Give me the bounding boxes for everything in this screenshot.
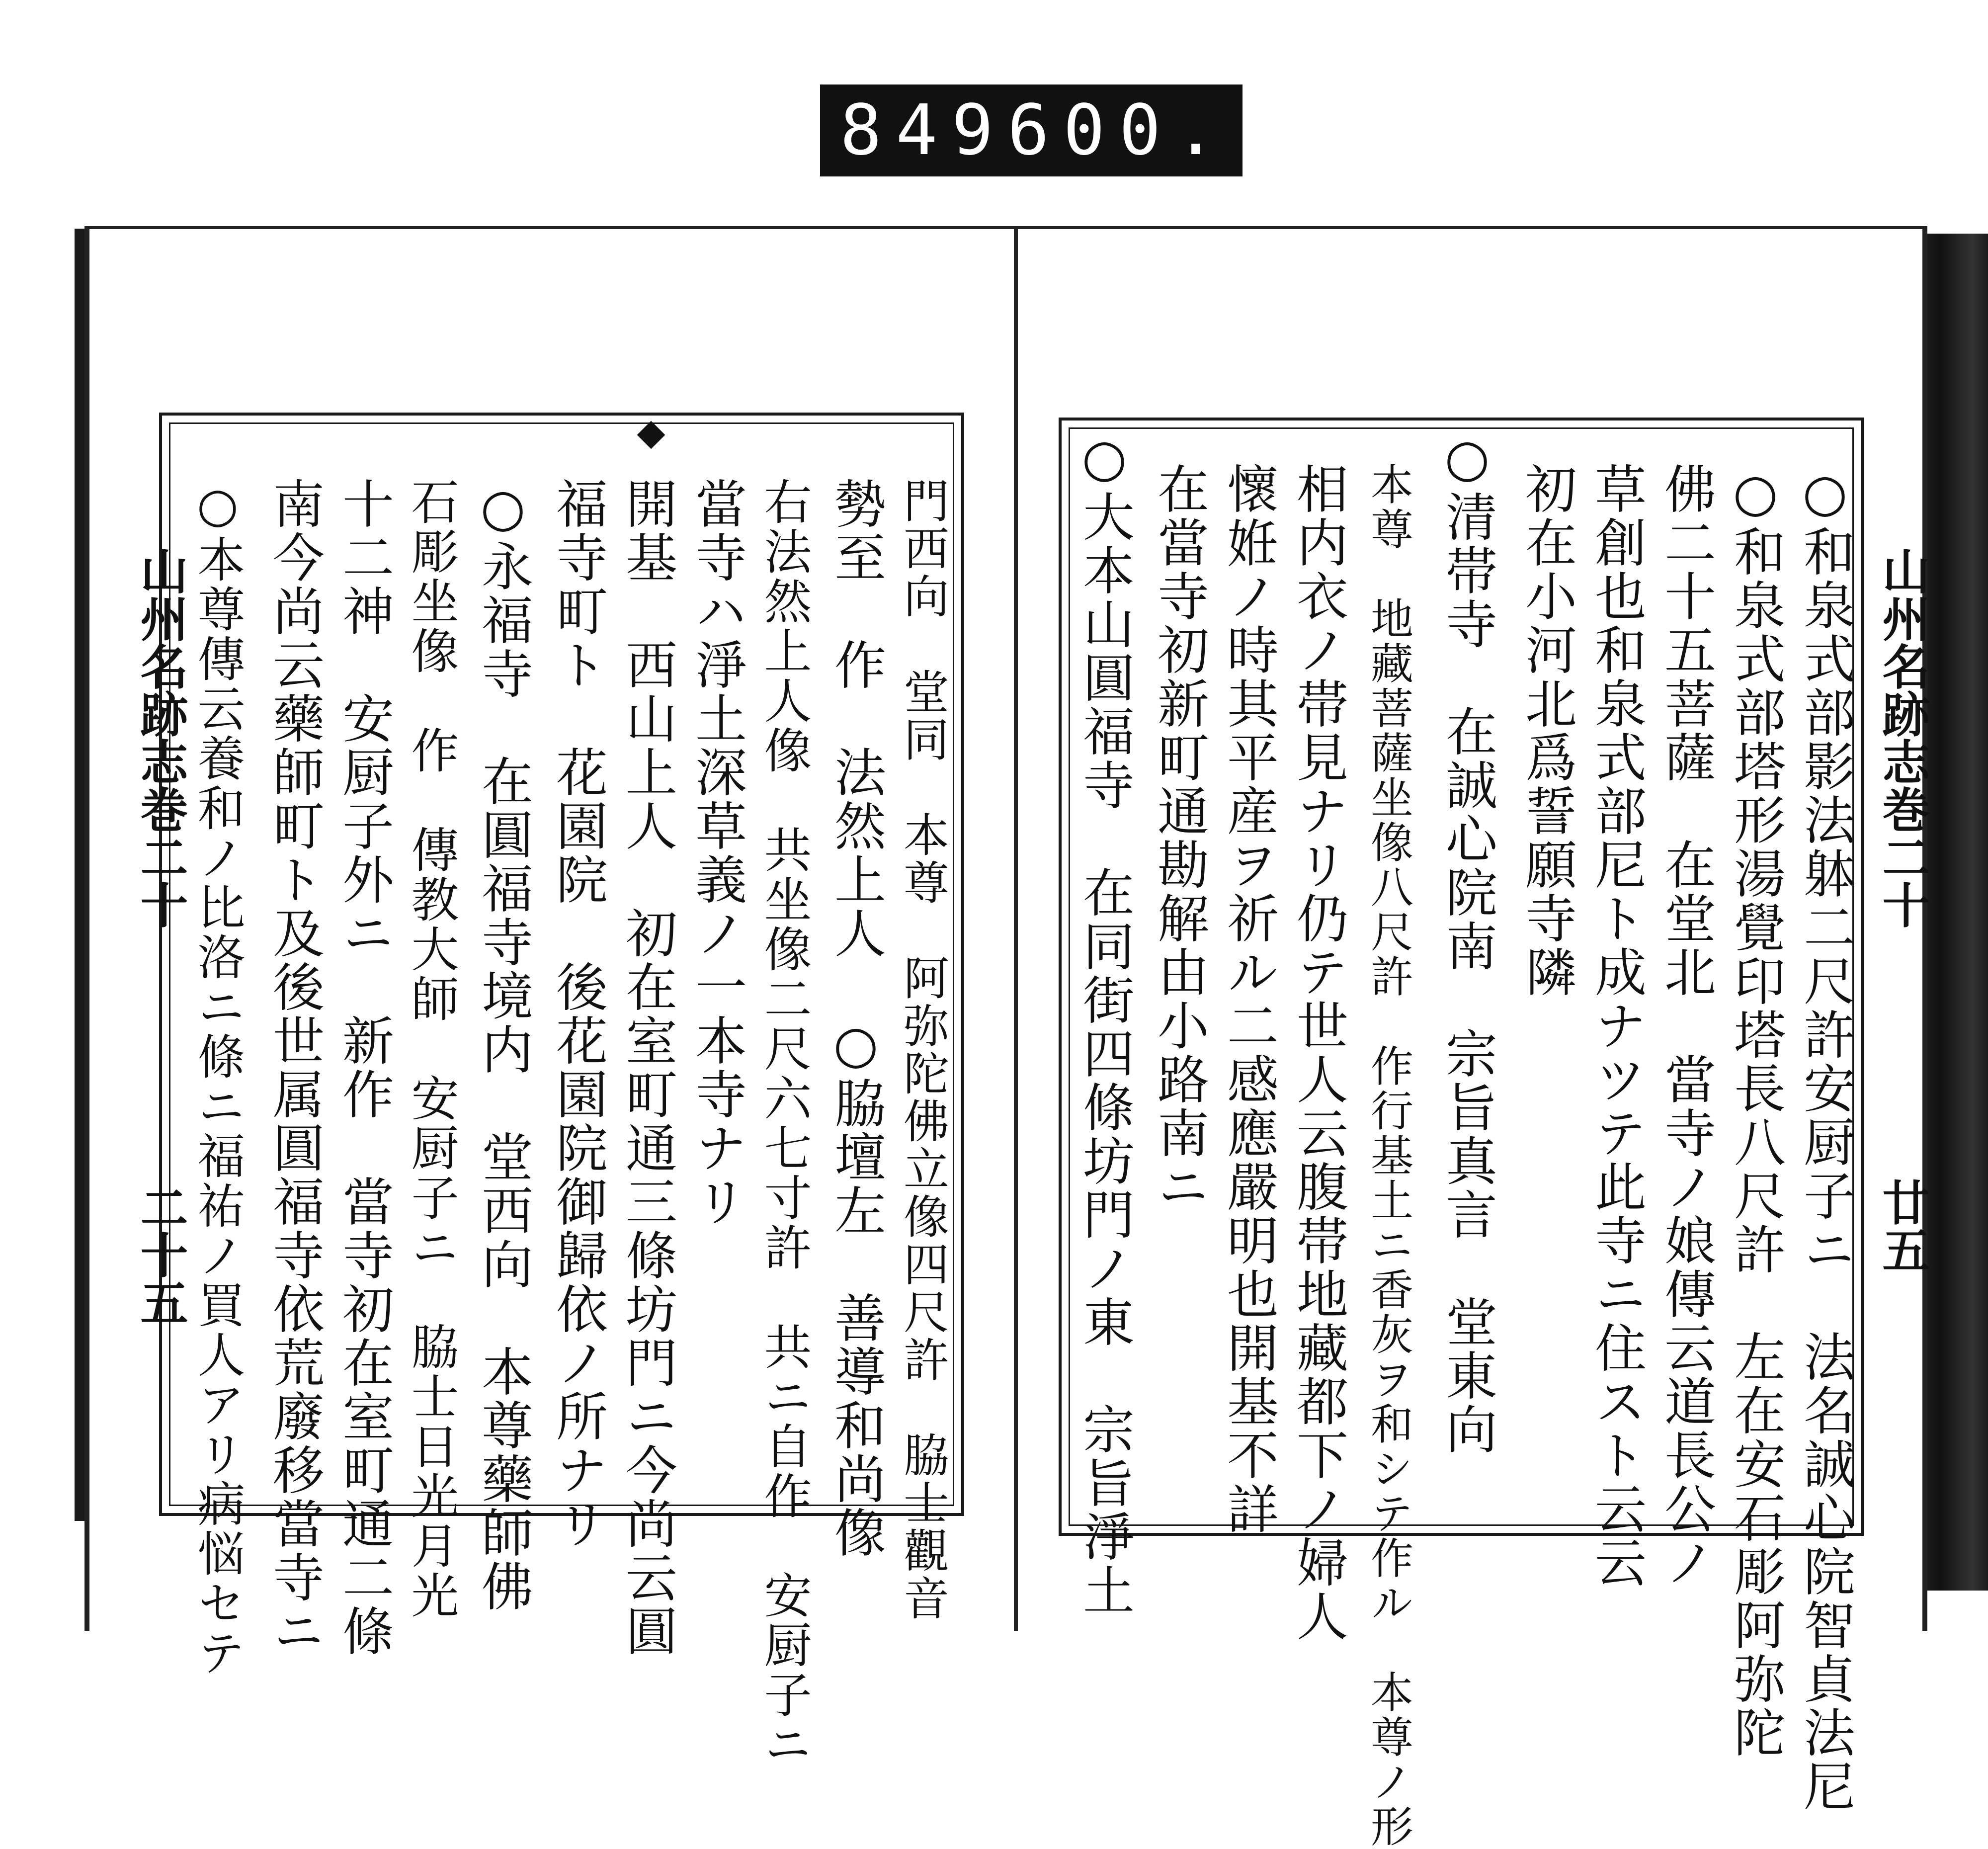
text-column: 十二神 安厨子外ニ 新作 當寺初在室町通二條 xyxy=(333,477,394,1658)
text-column: 右法然上人像 共坐像二尺六七寸許 共ニ自作 安厨子ニ xyxy=(756,477,812,1769)
text-column: ○本尊傳云養和ノ比洛ニ條ニ福祐ノ買人アリ病悩セテ xyxy=(190,477,246,1678)
text-column: 懷姙ノ時其平産ヲ祈ル二感應嚴明也開基不詳 xyxy=(1218,462,1279,1536)
text-column: ○和泉式部影法躰二尺許安厨子ニ 法名誠心院智貞法尼 xyxy=(1795,462,1855,1813)
left-margin-title: 山州名跡志巻二十 xyxy=(133,547,189,928)
call-number-left: 849 xyxy=(840,90,1007,171)
right-margin-title: 山州名跡志巻二十 xyxy=(1875,547,1931,928)
call-number-right: 600. xyxy=(1007,90,1231,171)
text-column: 南今尚云藥師町ト及後世属圓福寺依荒廢移當寺ニ xyxy=(264,477,325,1658)
text-column: 本尊 地藏菩薩坐像八尺許 作行基土ニ香灰ヲ和シテ作ル 本尊ノ形 xyxy=(1363,462,1413,1849)
text-column: ○大本山圓福寺 在同街四條坊門ノ東 宗旨淨土 xyxy=(1074,427,1135,1617)
left-folio: 二十五 xyxy=(133,1183,189,1326)
text-column: 佛二十五菩薩 在堂北 當寺ノ娘傳云道長公ノ xyxy=(1656,462,1716,1590)
text-column: 門西向 堂同 本尊 阿弥陀佛立像四尺許 脇士觀音 xyxy=(896,477,949,1622)
text-column: 福寺町ト 花園院 後花園院御歸依ノ所ナリ xyxy=(547,477,608,1551)
right-folio: 廿五 xyxy=(1875,1178,1931,1273)
text-column: 初在小河北爲誓願寺隣 xyxy=(1516,462,1577,999)
text-column: 當寺ハ淨土深草義ノ一本寺ナリ xyxy=(686,477,747,1229)
text-column: 草創也和泉式部尼ト成ナツテ此寺ニ住スト云云 xyxy=(1586,462,1647,1590)
text-column: ○和泉式部塔形湯覺印塔長八尺許 左在安石彫阿弥陀 xyxy=(1725,462,1786,1760)
text-column: 相内衣ノ帯見ナリ仍テ世人云腹帯地藏都下ノ婦人 xyxy=(1288,462,1348,1643)
text-column: 在當寺初新町通勘解由小路南ニ xyxy=(1149,462,1209,1214)
archive-call-number xyxy=(820,84,1242,176)
text-column: ○清帯寺 在誠心院南 宗旨真言 堂東向 xyxy=(1437,427,1497,1456)
text-column: 石彫坐像 作 傳教大師 安厨子ニ 脇士日光月光 xyxy=(404,477,459,1620)
text-column: 開基 西山上人 初在室町通三條坊門ニ今尚云圓 xyxy=(617,477,677,1658)
text-column: ○永福寺 在圓福寺境内 堂西向 本尊藥師佛 xyxy=(473,477,533,1613)
text-column: 勢至 作 法然上人 ○脇壇左 善導和尚像 xyxy=(826,477,886,1560)
